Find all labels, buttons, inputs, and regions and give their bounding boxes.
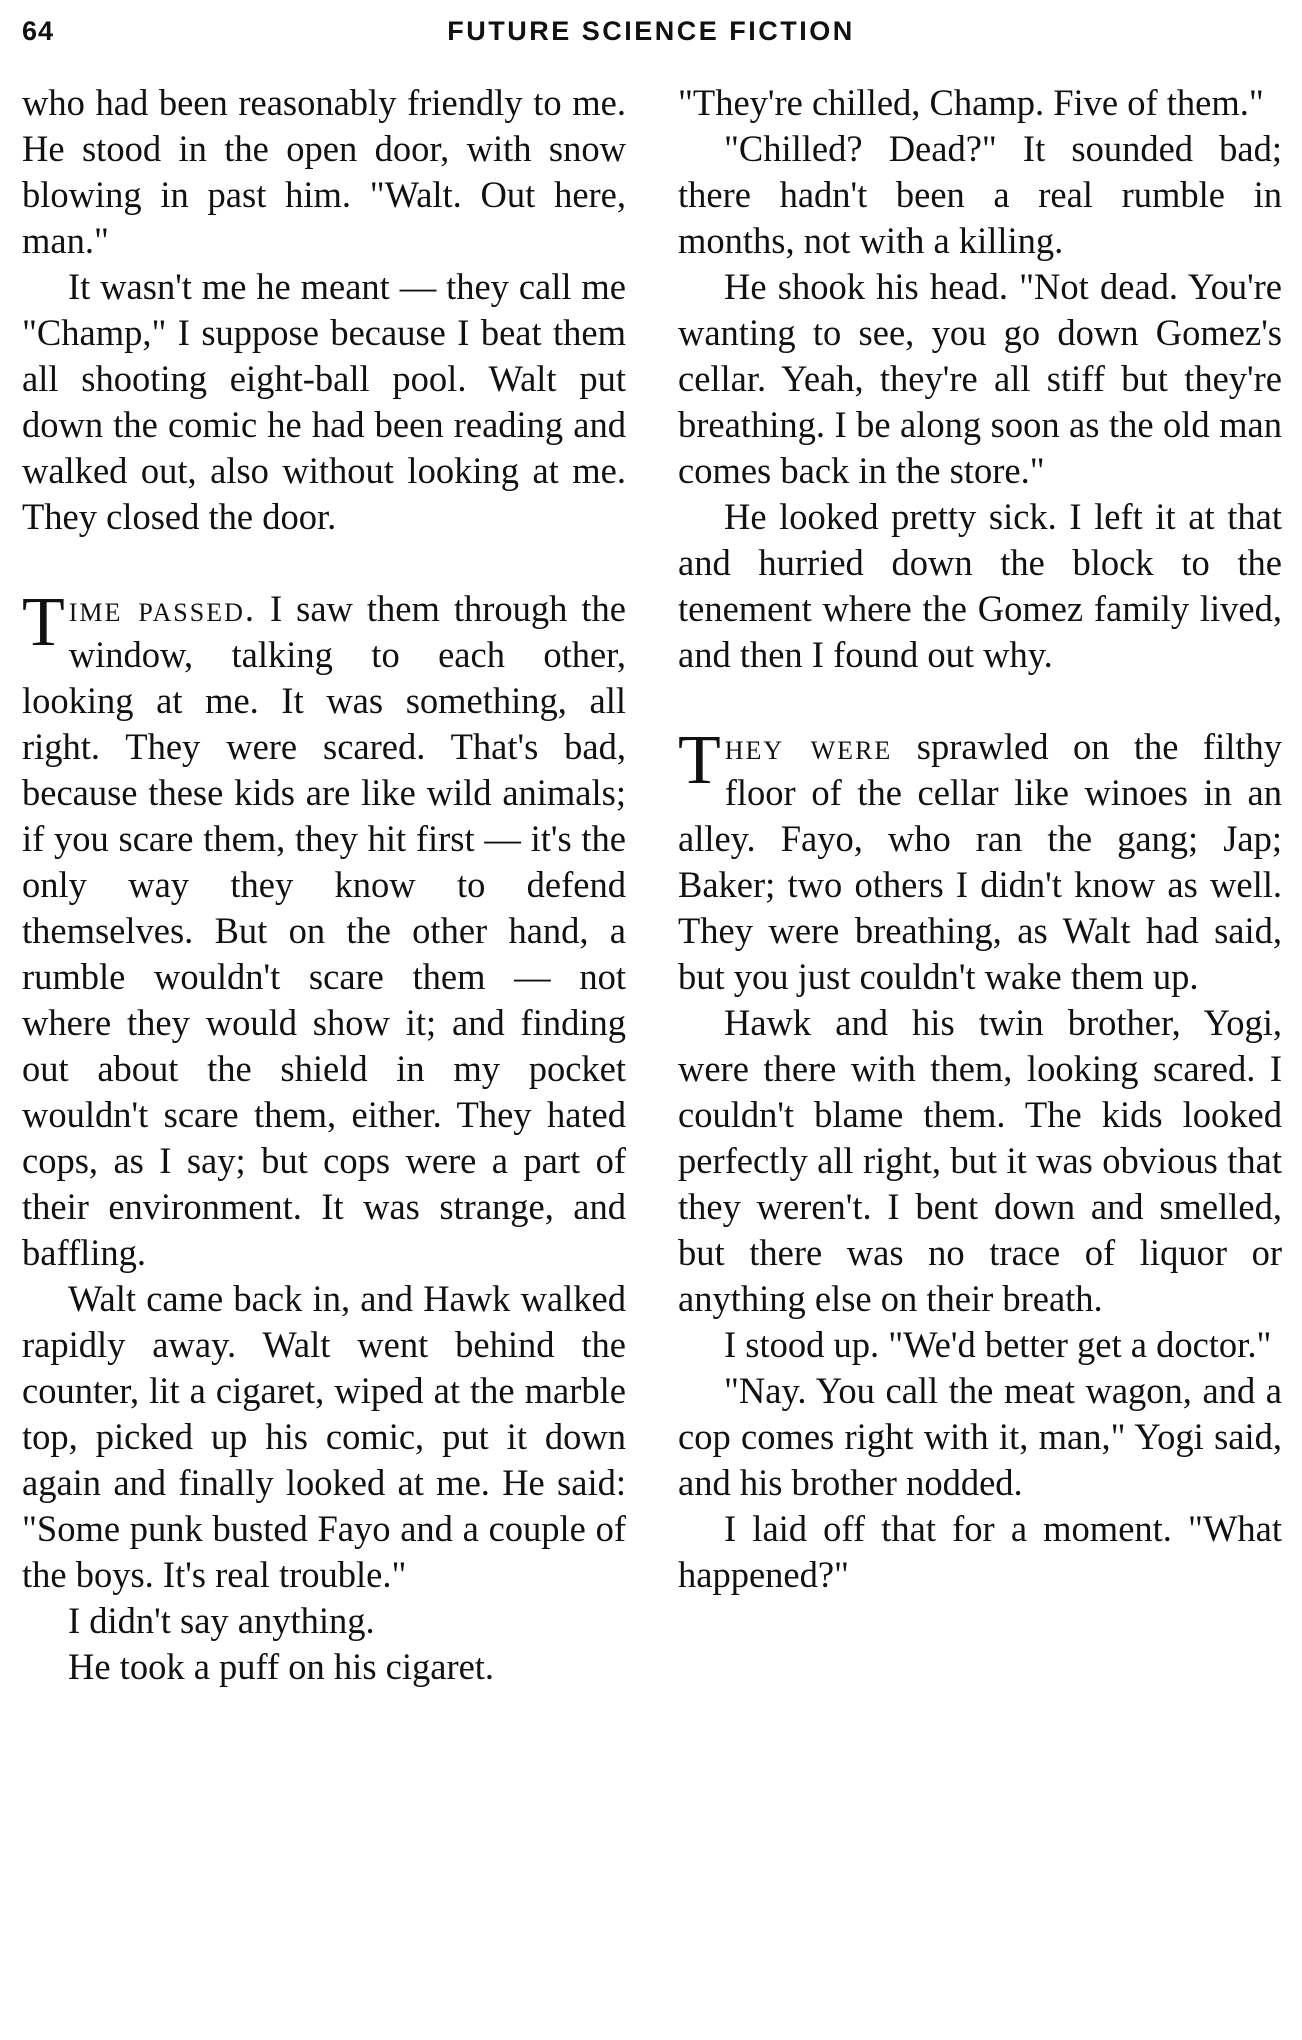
section-break (678, 678, 1282, 724)
left-column (22, 80, 626, 1690)
paragraph: "They're chilled, Champ. Five of them." (678, 82, 1264, 123)
paragraph: who had been reasonably friendly to me. He stood in the open door, with snow blowing in past him. "Walt. Out here, man." (22, 82, 626, 261)
section-break (22, 540, 626, 586)
paragraph: "Nay. You call the meat wagon, and a cop comes right with it, man," Yogi said, and his brother nodded. (678, 1370, 1282, 1503)
paragraph: Hawk and his twin brother, Yogi, were there with them, looking scared. I couldn't blame them. The kids looked perfectly all right, but it was obvious that they weren't. I bent down and smelled, but there was no trace of liquor or anything else on their breath. (678, 1002, 1282, 1319)
paragraph: "Chilled? Dead?" It sounded bad; there hadn't been a real rumble in months, not with a killing. (678, 128, 1282, 261)
paragraph-text: sprawled on the filthy floor of the cellar like winoes in an alley. Fayo, who ran the gang; Jap; Baker; two others I didn't know as well. They were breathing, as Walt had said, but you just couldn't wake them up. (678, 726, 1283, 997)
right-column (678, 80, 1282, 1598)
paragraph: Walt came back in, and Hawk walked rapidly away. Walt went behind the counter, lit a cigaret, wiped at the marble top, picked up his comic, put it down again and finally looked at me. He said: "Some punk busted Fayo and a couple of the boys. It's real trouble." (22, 1278, 626, 1595)
paragraph-text: I saw them through the window, talking to each other, looking at me. It was something, all right. They were scared. That's bad, because these kids are like wild animals; if you scare them, they hit first — it's the only way they know to defend themselves. But on the other hand, a rumble wouldn't scare them — not where they would show it; and finding out about the shield in my pocket wouldn't scare them, either. They hated cops, as I say; but cops were a part of their environment. It was strange, and baffling. (22, 588, 627, 1273)
drop-cap: T (22, 584, 65, 661)
small-caps-lead: hey were (724, 726, 893, 767)
section-opening-paragraph (22, 586, 626, 1276)
paragraph: He took a puff on his cigaret. (68, 1646, 495, 1687)
paragraph: It wasn't me he meant — they call me "Champ," I suppose because I beat them all shooting eight-ball pool. Walt put down the comic he had been reading and walked out, also without looking at me. They closed the door. (22, 266, 626, 537)
small-caps-lead: ime passed. (68, 588, 256, 629)
paragraph: He shook his head. "Not dead. You're wanting to see, you go down Gomez's cellar. Yeah, they're all stiff but they're breathing. I be along soon as the old man comes back in the store." (678, 266, 1282, 491)
paragraph: I laid off that for a moment. "What happened?" (678, 1508, 1282, 1595)
section-opening-paragraph (678, 724, 1282, 1000)
paragraph: I didn't say anything. (68, 1600, 375, 1641)
drop-cap: T (678, 722, 721, 799)
page-header (22, 12, 1280, 56)
page-number: 64 (22, 16, 55, 46)
paragraph: He looked pretty sick. I left it at that and hurried down the block to the tenement where the Gomez family lived, and then I found out why. (678, 496, 1282, 675)
paragraph: I stood up. "We'd better get a doctor." (724, 1324, 1272, 1365)
running-title: FUTURE SCIENCE FICTION (447, 16, 855, 46)
